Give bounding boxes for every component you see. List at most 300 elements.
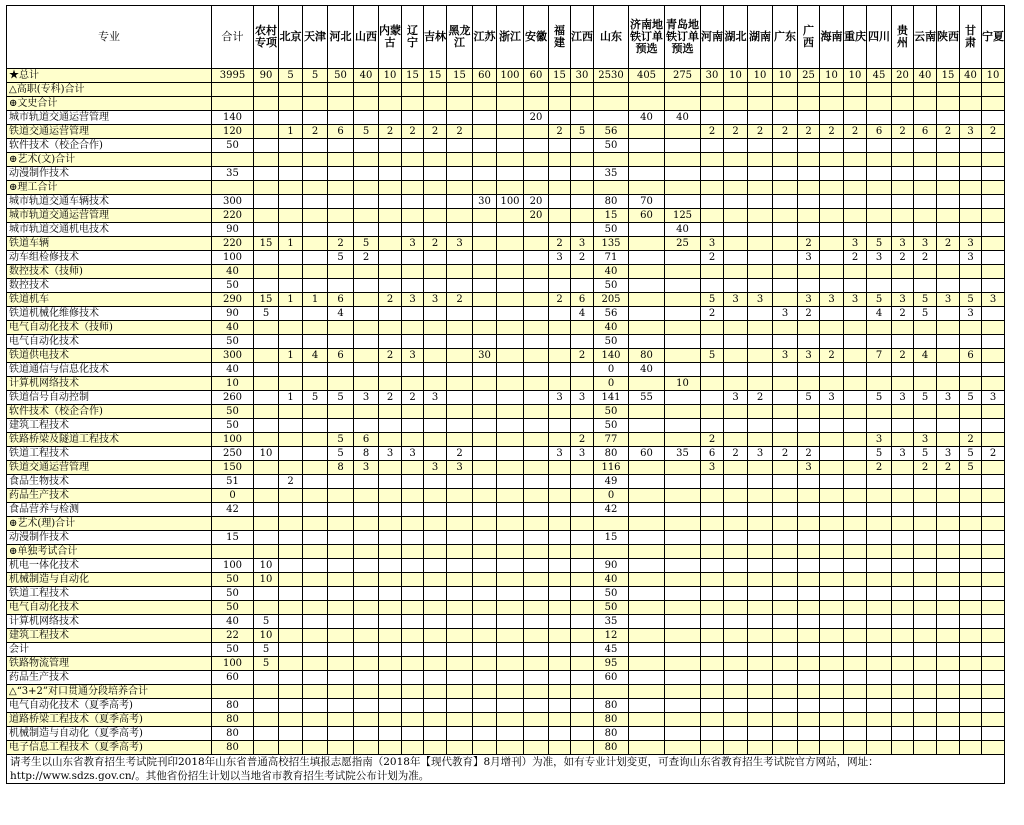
quota-cell xyxy=(571,573,594,587)
quota-cell xyxy=(665,475,701,489)
quota-cell xyxy=(844,83,867,97)
quota-cell: 10 xyxy=(748,69,773,83)
quota-cell xyxy=(571,671,594,685)
quota-cell xyxy=(937,251,960,265)
quota-cell xyxy=(773,461,798,475)
quota-cell xyxy=(665,587,701,601)
quota-cell xyxy=(844,671,867,685)
quota-cell xyxy=(937,405,960,419)
quota-cell xyxy=(982,153,1005,167)
quota-cell xyxy=(424,629,447,643)
quota-cell xyxy=(724,587,748,601)
quota-cell xyxy=(447,573,473,587)
quota-cell xyxy=(960,321,982,335)
quota-cell xyxy=(354,685,379,699)
total-cell: 50 xyxy=(212,643,254,657)
quota-cell xyxy=(937,643,960,657)
quota-cell xyxy=(549,685,571,699)
quota-cell xyxy=(629,125,665,139)
quota-cell xyxy=(328,139,354,153)
quota-cell xyxy=(524,713,549,727)
quota-cell xyxy=(424,713,447,727)
quota-cell xyxy=(798,419,820,433)
major-name: 软件技术（校企合作) xyxy=(7,139,212,153)
column-header-region: 宁夏 xyxy=(982,6,1005,69)
quota-cell xyxy=(960,573,982,587)
quota-cell xyxy=(914,181,937,195)
quota-cell: 30 xyxy=(571,69,594,83)
table-row xyxy=(7,559,1024,573)
quota-cell xyxy=(844,223,867,237)
quota-cell: 2 xyxy=(844,251,867,265)
quota-cell: 3 xyxy=(960,307,982,321)
total-cell: 60 xyxy=(212,671,254,685)
table-row xyxy=(7,727,1024,741)
quota-cell xyxy=(629,657,665,671)
quota-cell xyxy=(571,335,594,349)
quota-cell xyxy=(665,391,701,405)
grand-total-row xyxy=(7,69,1024,83)
quota-cell xyxy=(571,489,594,503)
quota-cell xyxy=(279,629,303,643)
quota-cell xyxy=(867,181,892,195)
quota-cell xyxy=(473,489,497,503)
quota-cell xyxy=(571,167,594,181)
quota-cell xyxy=(892,615,914,629)
quota-cell xyxy=(914,741,937,755)
quota-cell xyxy=(844,433,867,447)
total-cell: 90 xyxy=(212,223,254,237)
quota-cell xyxy=(524,517,549,531)
quota-cell xyxy=(820,377,844,391)
quota-cell xyxy=(748,545,773,559)
quota-cell: 100 xyxy=(497,195,524,209)
quota-cell: 4 xyxy=(303,349,328,363)
quota-cell xyxy=(892,559,914,573)
quota-cell xyxy=(701,139,724,153)
admission-plan-sheet xyxy=(6,5,1018,784)
quota-cell xyxy=(473,391,497,405)
footnote-row xyxy=(7,755,1024,784)
quota-cell xyxy=(748,377,773,391)
quota-cell xyxy=(524,349,549,363)
quota-cell xyxy=(914,643,937,657)
table-row xyxy=(7,111,1024,125)
table-row xyxy=(7,545,1024,559)
quota-cell xyxy=(798,671,820,685)
quota-cell xyxy=(303,335,328,349)
quota-cell xyxy=(724,699,748,713)
quota-cell xyxy=(379,97,402,111)
quota-cell xyxy=(524,587,549,601)
quota-cell xyxy=(279,545,303,559)
quota-cell xyxy=(328,685,354,699)
major-name: ⊕艺术(理)合计 xyxy=(7,517,212,531)
quota-cell xyxy=(820,335,844,349)
quota-cell xyxy=(497,559,524,573)
quota-cell: 2 xyxy=(328,237,354,251)
column-header-region: 吉林 xyxy=(424,6,447,69)
quota-cell xyxy=(571,713,594,727)
quota-cell xyxy=(424,671,447,685)
quota-cell xyxy=(549,363,571,377)
quota-cell xyxy=(354,111,379,125)
quota-cell xyxy=(549,727,571,741)
quota-cell xyxy=(867,405,892,419)
table-row xyxy=(7,573,1024,587)
quota-cell xyxy=(844,629,867,643)
quota-cell xyxy=(960,489,982,503)
quota-cell xyxy=(303,419,328,433)
quota-cell xyxy=(748,433,773,447)
quota-cell: 3 xyxy=(937,293,960,307)
quota-cell: 3 xyxy=(773,349,798,363)
quota-cell: 60 xyxy=(524,69,549,83)
quota-cell xyxy=(665,713,701,727)
quota-cell xyxy=(473,727,497,741)
quota-cell: 100 xyxy=(497,69,524,83)
quota-cell: 15 xyxy=(937,69,960,83)
quota-cell xyxy=(279,265,303,279)
quota-cell xyxy=(798,195,820,209)
quota-cell xyxy=(254,503,279,517)
quota-cell: 40 xyxy=(354,69,379,83)
quota-cell xyxy=(665,531,701,545)
quota-cell xyxy=(724,629,748,643)
quota-cell xyxy=(629,153,665,167)
quota-cell xyxy=(379,643,402,657)
quota-cell: 35 xyxy=(594,167,629,181)
quota-cell xyxy=(937,545,960,559)
quota-cell xyxy=(279,181,303,195)
quota-cell: 0 xyxy=(594,363,629,377)
quota-cell xyxy=(820,559,844,573)
quota-cell xyxy=(798,545,820,559)
quota-cell xyxy=(379,461,402,475)
quota-cell xyxy=(960,335,982,349)
quota-cell xyxy=(665,433,701,447)
quota-cell xyxy=(254,111,279,125)
quota-cell xyxy=(937,419,960,433)
quota-cell: 90 xyxy=(254,69,279,83)
quota-cell xyxy=(701,321,724,335)
total-cell: 50 xyxy=(212,405,254,419)
quota-cell xyxy=(982,111,1005,125)
quota-cell xyxy=(665,279,701,293)
quota-cell xyxy=(892,671,914,685)
quota-cell xyxy=(665,741,701,755)
column-header-region: 农村专项 xyxy=(254,6,279,69)
quota-cell xyxy=(303,405,328,419)
quota-cell: 2 xyxy=(773,447,798,461)
quota-cell xyxy=(424,377,447,391)
quota-cell xyxy=(354,405,379,419)
quota-cell xyxy=(892,195,914,209)
quota-cell xyxy=(665,349,701,363)
quota-cell: 42 xyxy=(594,503,629,517)
major-name: 城市轨道交通运营管理 xyxy=(7,111,212,125)
total-cell: 300 xyxy=(212,349,254,363)
total-cell: 100 xyxy=(212,433,254,447)
total-cell: 50 xyxy=(212,139,254,153)
quota-cell xyxy=(724,643,748,657)
quota-cell xyxy=(497,517,524,531)
quota-cell xyxy=(497,657,524,671)
quota-cell xyxy=(497,265,524,279)
quota-cell xyxy=(402,195,424,209)
quota-cell xyxy=(473,111,497,125)
quota-cell: 60 xyxy=(629,447,665,461)
quota-cell xyxy=(748,405,773,419)
quota-cell: 6 xyxy=(701,447,724,461)
quota-cell xyxy=(254,391,279,405)
table-row xyxy=(7,531,1024,545)
quota-cell xyxy=(402,685,424,699)
quota-cell xyxy=(798,657,820,671)
major-name: 铁道机车 xyxy=(7,293,212,307)
quota-cell xyxy=(473,531,497,545)
quota-cell xyxy=(844,97,867,111)
quota-cell xyxy=(571,321,594,335)
quota-cell xyxy=(279,223,303,237)
column-header-region: 青岛地铁订单预选 xyxy=(665,6,701,69)
quota-cell xyxy=(960,209,982,223)
quota-cell xyxy=(424,405,447,419)
quota-cell: 135 xyxy=(594,237,629,251)
quota-cell xyxy=(447,195,473,209)
quota-cell xyxy=(473,265,497,279)
quota-cell xyxy=(629,251,665,265)
quota-cell: 90 xyxy=(594,559,629,573)
quota-cell: 2 xyxy=(748,125,773,139)
quota-cell: 5 xyxy=(867,293,892,307)
quota-cell xyxy=(524,489,549,503)
quota-cell xyxy=(724,601,748,615)
quota-cell xyxy=(379,727,402,741)
major-name: △高职(专科)合计 xyxy=(7,83,212,97)
quota-cell xyxy=(279,139,303,153)
quota-cell xyxy=(402,433,424,447)
quota-cell xyxy=(473,251,497,265)
quota-cell xyxy=(798,503,820,517)
quota-cell xyxy=(844,111,867,125)
quota-cell xyxy=(982,643,1005,657)
quota-cell xyxy=(960,377,982,391)
quota-cell xyxy=(665,405,701,419)
quota-cell: 3 xyxy=(354,461,379,475)
table-row xyxy=(7,181,1024,195)
quota-cell xyxy=(748,531,773,545)
quota-cell xyxy=(594,181,629,195)
quota-cell xyxy=(982,587,1005,601)
quota-cell xyxy=(279,335,303,349)
quota-cell xyxy=(379,111,402,125)
quota-cell: 3 xyxy=(798,293,820,307)
quota-cell xyxy=(773,475,798,489)
quota-cell xyxy=(303,181,328,195)
quota-cell: 3 xyxy=(571,391,594,405)
quota-cell: 3 xyxy=(820,293,844,307)
quota-cell xyxy=(665,139,701,153)
quota-cell xyxy=(820,111,844,125)
table-row xyxy=(7,671,1024,685)
quota-cell: 6 xyxy=(867,125,892,139)
quota-cell: 2 xyxy=(867,461,892,475)
quota-cell xyxy=(914,629,937,643)
quota-cell: 3 xyxy=(571,237,594,251)
quota-cell xyxy=(328,209,354,223)
quota-cell xyxy=(724,573,748,587)
quota-cell xyxy=(254,475,279,489)
quota-cell: 3 xyxy=(724,391,748,405)
quota-cell xyxy=(497,503,524,517)
quota-cell xyxy=(820,321,844,335)
quota-cell xyxy=(328,587,354,601)
quota-cell xyxy=(798,559,820,573)
quota-cell xyxy=(402,657,424,671)
quota-cell xyxy=(424,181,447,195)
quota-cell xyxy=(844,601,867,615)
quota-cell: 3 xyxy=(773,307,798,321)
quota-cell xyxy=(867,629,892,643)
quota-cell: 40 xyxy=(665,111,701,125)
quota-cell xyxy=(379,279,402,293)
quota-cell xyxy=(892,657,914,671)
quota-cell xyxy=(328,83,354,97)
quota-cell xyxy=(303,629,328,643)
quota-cell xyxy=(303,545,328,559)
quota-cell xyxy=(773,699,798,713)
quota-cell xyxy=(524,321,549,335)
quota-cell xyxy=(937,587,960,601)
quota-cell xyxy=(379,377,402,391)
quota-cell xyxy=(549,657,571,671)
quota-cell xyxy=(497,209,524,223)
quota-cell xyxy=(524,685,549,699)
quota-cell xyxy=(254,321,279,335)
quota-cell xyxy=(844,405,867,419)
quota-cell: 5 xyxy=(328,251,354,265)
quota-cell xyxy=(937,475,960,489)
quota-cell xyxy=(447,741,473,755)
quota-cell: 3 xyxy=(402,447,424,461)
total-cell: 80 xyxy=(212,713,254,727)
quota-cell xyxy=(724,517,748,531)
quota-cell xyxy=(748,111,773,125)
total-cell xyxy=(212,153,254,167)
quota-cell: 2 xyxy=(402,391,424,405)
quota-cell xyxy=(379,629,402,643)
quota-cell: 80 xyxy=(594,741,629,755)
quota-cell xyxy=(820,685,844,699)
total-cell: 220 xyxy=(212,209,254,223)
quota-cell xyxy=(773,391,798,405)
quota-cell xyxy=(497,139,524,153)
quota-cell xyxy=(402,335,424,349)
quota-cell xyxy=(724,713,748,727)
total-cell: 42 xyxy=(212,503,254,517)
quota-cell xyxy=(473,139,497,153)
table-row xyxy=(7,685,1024,699)
quota-cell xyxy=(867,503,892,517)
quota-cell xyxy=(665,503,701,517)
quota-cell xyxy=(982,195,1005,209)
quota-cell: 2 xyxy=(549,293,571,307)
quota-cell: 5 xyxy=(701,293,724,307)
total-cell: 90 xyxy=(212,307,254,321)
total-cell: 140 xyxy=(212,111,254,125)
quota-cell xyxy=(447,223,473,237)
quota-cell xyxy=(254,209,279,223)
quota-cell xyxy=(629,727,665,741)
quota-cell xyxy=(892,335,914,349)
quota-cell xyxy=(328,657,354,671)
quota-cell xyxy=(254,727,279,741)
quota-cell xyxy=(497,125,524,139)
quota-cell: 5 xyxy=(328,433,354,447)
quota-cell xyxy=(820,251,844,265)
quota-cell: 3 xyxy=(960,251,982,265)
quota-cell xyxy=(379,195,402,209)
quota-cell xyxy=(820,223,844,237)
quota-cell xyxy=(701,153,724,167)
quota-cell: 35 xyxy=(665,447,701,461)
quota-cell xyxy=(629,517,665,531)
quota-cell xyxy=(701,587,724,601)
quota-cell xyxy=(629,713,665,727)
quota-cell: 35 xyxy=(594,615,629,629)
quota-cell xyxy=(447,657,473,671)
quota-cell xyxy=(447,321,473,335)
quota-cell xyxy=(303,489,328,503)
quota-cell xyxy=(629,167,665,181)
quota-cell xyxy=(844,741,867,755)
quota-cell xyxy=(629,223,665,237)
quota-cell xyxy=(524,503,549,517)
quota-cell xyxy=(982,545,1005,559)
quota-cell xyxy=(497,741,524,755)
quota-cell xyxy=(982,335,1005,349)
quota-cell xyxy=(473,181,497,195)
quota-cell xyxy=(748,223,773,237)
quota-cell xyxy=(497,279,524,293)
quota-cell xyxy=(867,209,892,223)
quota-cell xyxy=(328,545,354,559)
quota-cell xyxy=(629,573,665,587)
table-row xyxy=(7,363,1024,377)
quota-cell xyxy=(748,489,773,503)
quota-cell xyxy=(447,349,473,363)
quota-cell xyxy=(701,559,724,573)
quota-cell xyxy=(379,685,402,699)
quota-cell xyxy=(524,377,549,391)
quota-cell xyxy=(497,531,524,545)
quota-cell: 15 xyxy=(254,293,279,307)
quota-cell xyxy=(254,741,279,755)
quota-cell xyxy=(473,321,497,335)
quota-cell: 6 xyxy=(914,125,937,139)
quota-cell xyxy=(571,699,594,713)
quota-cell xyxy=(594,83,629,97)
quota-cell xyxy=(402,727,424,741)
quota-cell xyxy=(960,475,982,489)
quota-cell xyxy=(473,461,497,475)
quota-cell xyxy=(937,503,960,517)
quota-cell xyxy=(982,699,1005,713)
quota-cell xyxy=(402,489,424,503)
quota-cell xyxy=(914,209,937,223)
quota-cell xyxy=(424,195,447,209)
